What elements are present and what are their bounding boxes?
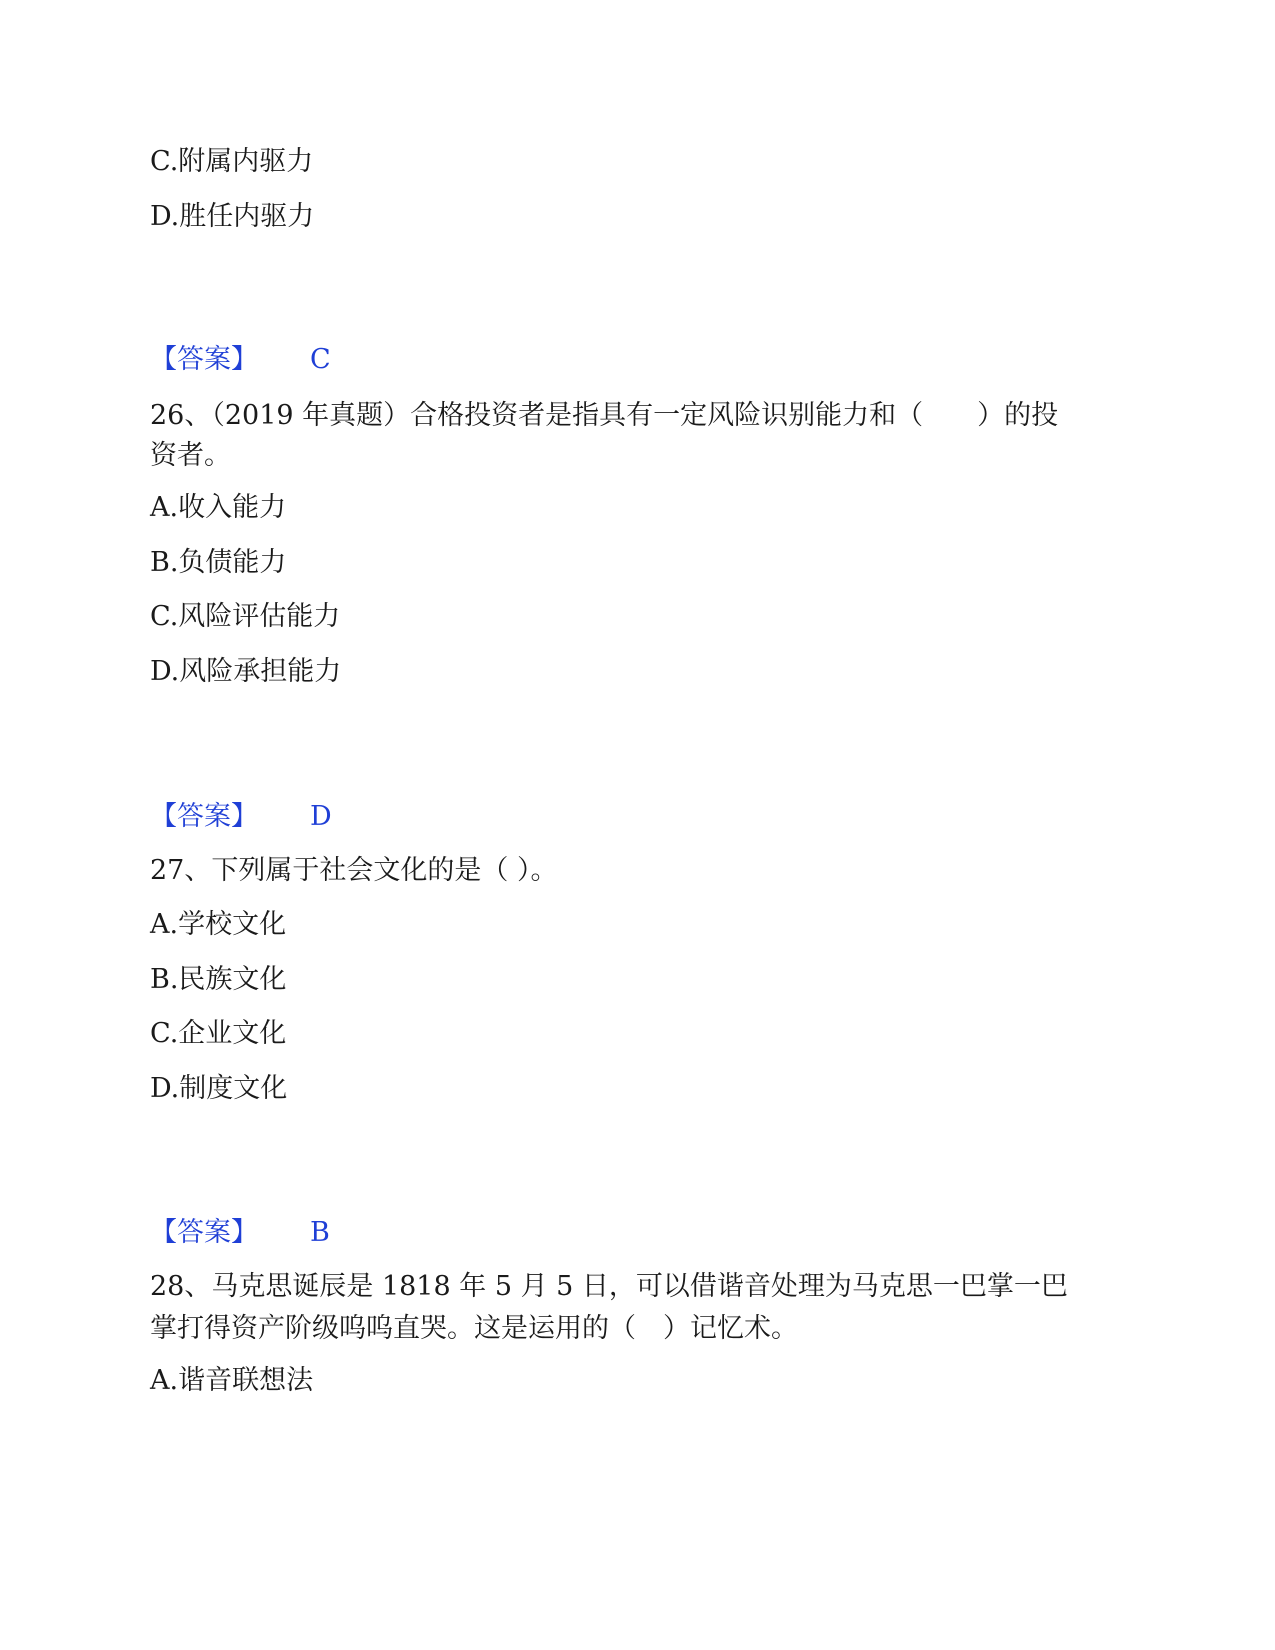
question-27-option-c: C.企业文化 — [150, 1018, 287, 1049]
option-d: D.胜任内驱力 — [150, 201, 315, 232]
question-26-option-d: D.风险承担能力 — [150, 656, 342, 687]
question-26-option-b: B.负债能力 — [150, 547, 287, 578]
question-26-option-c: C.风险评估能力 — [150, 601, 341, 632]
question-28-line-2: 掌打得资产阶级呜呜直哭。这是运用的（ ）记忆术。 — [150, 1313, 798, 1344]
question-26-line-1: 26、（2019 年真题）合格投资者是指具有一定风险识别能力和（ ）的投 — [150, 400, 1059, 431]
question-27-option-a: A.学校文化 — [150, 909, 287, 940]
question-27-option-b: B.民族文化 — [150, 964, 287, 995]
question-28-option-a: A.谐音联想法 — [150, 1365, 314, 1396]
question-26-line-2: 资者。 — [150, 440, 231, 471]
question-26-option-a: A.收入能力 — [150, 492, 287, 523]
answer-label: 【答案】 — [150, 1217, 258, 1248]
answer-label: 【答案】 — [150, 801, 258, 832]
answer-row — [150, 1213, 330, 1253]
answer-row — [150, 797, 332, 837]
answer-label: 【答案】 — [150, 344, 258, 375]
answer-row — [150, 340, 331, 380]
answer-value: C — [310, 344, 331, 375]
question-28-line-1: 28、马克思诞辰是 1818 年 5 月 5 日，可以借谐音处理为马克思一巴掌一巴 — [150, 1271, 1068, 1302]
question-27-option-d: D.制度文化 — [150, 1073, 288, 1104]
question-27-stem: 27、下列属于社会文化的是（ ）。 — [150, 855, 558, 886]
option-c: C.附属内驱力 — [150, 146, 314, 177]
answer-value: B — [310, 1217, 330, 1248]
answer-value: D — [310, 801, 332, 832]
